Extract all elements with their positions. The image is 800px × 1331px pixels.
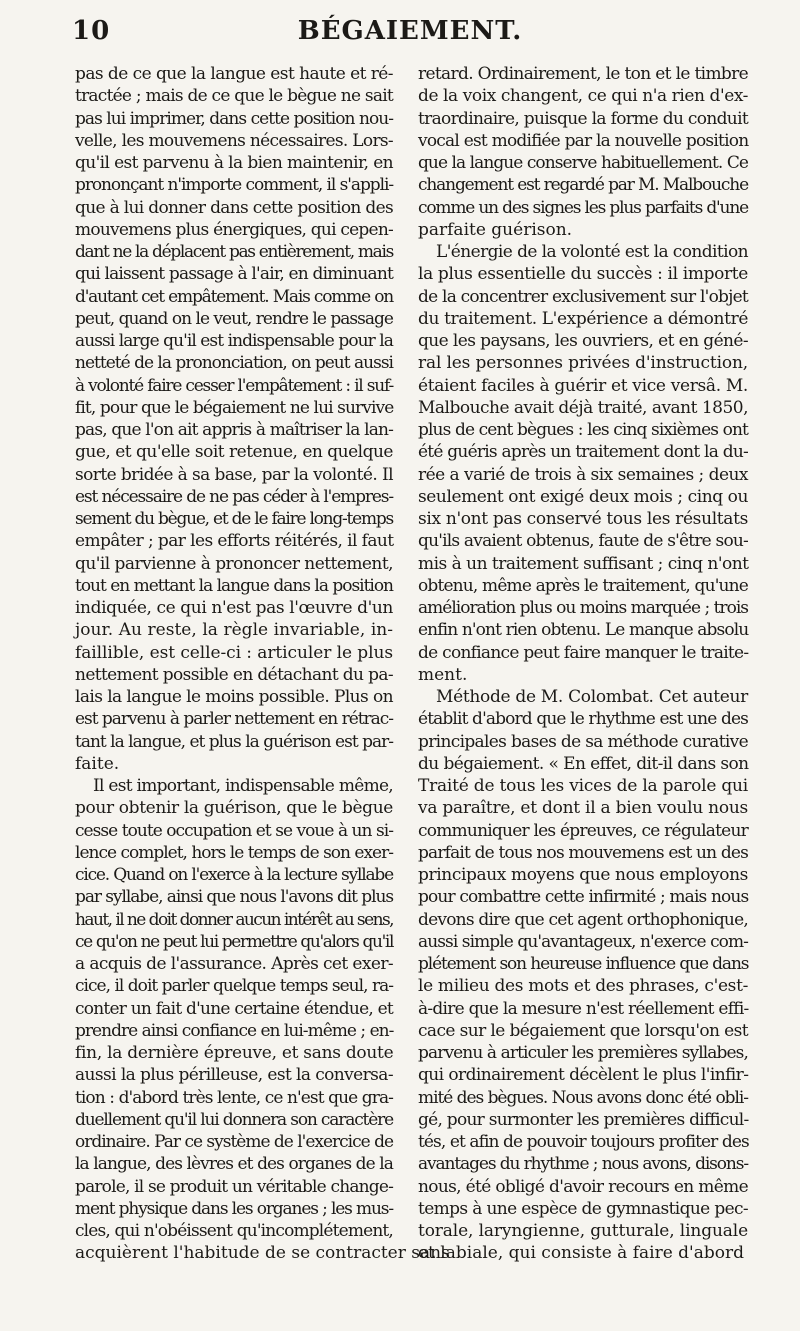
- text-line: dant ne la déplacent pas entièrement, mais: [75, 242, 393, 262]
- text-line: temps à une espèce de gymnastique pec-: [418, 1198, 748, 1219]
- text-line: avantages du rhythme ; nous avons, disons-: [418, 1154, 748, 1175]
- text-line: comme un des signes les plus parfaits d'une: [418, 197, 748, 218]
- text-line: prendre ainsi confiance en lui-même ; en-: [75, 1020, 394, 1041]
- text-line: tion : d'abord très lente, ce n'est que gra-: [75, 1087, 393, 1108]
- text-line: ment physique dans les organes ; les mus-: [75, 1198, 393, 1219]
- text-line: conter un fait d'une certaine étendue, et: [75, 998, 393, 1019]
- text-line: communiquer les épreuves, ce régulateur: [418, 820, 748, 841]
- text-line: sorte bridée à sa base, par la volonté. Il: [75, 464, 393, 485]
- text-line: du traitement. L'expérience a démontré: [418, 308, 748, 329]
- text-line: ral les personnes privées d'instruction,: [418, 353, 748, 374]
- text-line: plétement son heureuse influence que dans: [418, 954, 749, 974]
- text-line: pas de ce que la langue est haute et ré-: [75, 64, 393, 84]
- text-line: L'énergie de la volonté est la condition: [436, 242, 748, 262]
- text-line: fit, pour que le bégaiement ne lui survive: [75, 397, 394, 418]
- text-line: cice, il doit parler quelque temps seul, ra-: [75, 976, 393, 997]
- text-line: parvenu à articuler les premières syllabes,: [418, 1043, 748, 1063]
- page-header: [72, 10, 748, 50]
- text-line: principaux moyens que nous employons: [418, 865, 748, 885]
- text-line: de confiance peut faire manquer le traite-: [418, 642, 749, 663]
- text-line: netteté de la prononciation, on peut aussi: [75, 353, 393, 374]
- text-line: le milieu des mots et des phrases, c'est-: [418, 976, 748, 997]
- text-line: à volonté faire cesser l'empâtement : il suf-: [75, 375, 393, 396]
- text-line: qu'il est parvenu à la bien maintenir, en: [75, 153, 393, 173]
- text-line: aussi la plus périlleuse, est la conversa-: [75, 1065, 393, 1086]
- text-line: aussi simple qu'avantageux, n'exerce com-: [418, 931, 748, 952]
- text-line: fin, la dernière épreuve, et sans doute: [75, 1043, 394, 1063]
- text-line: mouvemens plus énergiques, qui cepen-: [75, 219, 393, 240]
- page-number: 10: [72, 16, 111, 46]
- text-line: gue, et qu'elle soit retenue, en quelque: [75, 442, 393, 463]
- text-line: duellement qu'il lui donnera son caractère: [75, 1109, 393, 1130]
- text-line: qui laissent passage à l'air, en diminuant: [75, 264, 393, 285]
- text-line: cles, qui n'obéissent qu'incomplétement,: [75, 1221, 393, 1241]
- text-line: aussi large qu'il est indispensable pour la: [75, 331, 393, 351]
- text-line: tractée ; mais de ce que le bègue ne sait: [75, 86, 393, 107]
- text-line: retard. Ordinairement, le ton et le timbre: [418, 64, 748, 84]
- text-line: faite.: [75, 753, 120, 774]
- text-line: faillible, est celle-ci : articuler le plus: [75, 642, 393, 663]
- text-line: velle, les mouvemens nécessaires. Lors-: [75, 130, 393, 151]
- text-line: qu'il parvienne à prononcer nettement,: [75, 553, 393, 574]
- text-line: Traité de tous les vices de la parole qui: [418, 776, 748, 796]
- text-line: pas lui imprimer, dans cette position nou-: [75, 108, 393, 129]
- text-line: ce qu'on ne peut lui permettre qu'alors qu'il: [75, 931, 393, 952]
- text-line: jour. Au reste, la règle invariable, in-: [75, 620, 393, 641]
- text-line: amélioration plus ou moins marquée ; trois: [418, 598, 748, 618]
- text-line: va paraître, et dont il a bien voulu nous: [418, 798, 749, 819]
- text-line: sement du bègue, et de le faire long-temps: [75, 509, 393, 529]
- text-line: indiquée, ce qui n'est pas l'œuvre d'un: [75, 598, 393, 618]
- text-line: principales bases de sa méthode curative: [418, 731, 748, 752]
- text-line: lence complet, hors le temps de son exer-: [75, 842, 393, 863]
- text-line: qu'ils avaient obtenus, faute de s'être sou-: [418, 531, 748, 552]
- text-line: la plus essentielle du succès : il importe: [418, 264, 748, 285]
- text-line: que à lui donner dans cette position des: [75, 197, 393, 218]
- text-line: haut, il ne doit donner aucun intérêt au sens,: [75, 909, 393, 930]
- text-line: ordinaire. Par ce système de l'exercice de: [75, 1132, 393, 1152]
- text-line: gé, pour surmonter les premières difficul-: [418, 1109, 749, 1130]
- text-line: traordinaire, puisque la forme du conduit: [418, 108, 748, 129]
- text-line: seulement ont exigé deux mois ; cinq ou: [418, 486, 748, 507]
- text-line: par syllabe, ainsi que nous l'avons dit plus: [75, 887, 393, 908]
- text-line: mis à un traitement suffisant ; cinq n'ont: [418, 553, 749, 574]
- text-line: tés, et afin de pouvoir toujours profiter des: [418, 1132, 749, 1152]
- text-line: parole, il se produit un véritable change-: [75, 1176, 393, 1197]
- text-line: pas, que l'on ait appris à maîtriser la lan-: [75, 420, 393, 440]
- text-line: pour obtenir la guérison, que le bègue: [75, 798, 393, 819]
- text-line: Malbouche avait déjà traité, avant 1850,: [418, 397, 748, 418]
- text-line: est parvenu à parler nettement en rétrac-: [75, 709, 393, 730]
- text-line: lais la langue le moins possible. Plus on: [75, 687, 393, 707]
- text-line: changement est regardé par M. Malbouche: [418, 175, 748, 196]
- text-line: nous, été obligé d'avoir recours en même: [418, 1176, 748, 1197]
- text-line: à-dire que la mesure n'est réellement effi-: [418, 998, 749, 1019]
- text-line: établit d'abord que le rhythme est une des: [418, 709, 748, 730]
- text-line: vocal est modifiée par la nouvelle position: [418, 130, 749, 151]
- text-line: prononçant n'importe comment, il s'appli-: [75, 175, 393, 196]
- text-line: plus de cent bègues : les cinq sixièmes ont: [418, 420, 748, 440]
- text-line: est nécessaire de ne pas céder à l'empres-: [75, 486, 393, 507]
- text-line: peut, quand on le veut, rendre le passage: [75, 308, 393, 329]
- text-line: nettement possible en détachant du pa-: [75, 664, 393, 685]
- text-line: du bégaiement. « En effet, dit-il dans son: [418, 753, 749, 774]
- text-line: acquièrent l'habitude de se contracter sans: [75, 1243, 450, 1264]
- text-line: torale, laryngienne, gutturale, linguale: [418, 1221, 748, 1241]
- text-line: été guéris après un traitement dont la du-: [418, 442, 748, 463]
- text-line: obtenu, même après le traitement, qu'une: [418, 575, 748, 596]
- text-line: devons dire que cet agent orthophonique,: [418, 909, 748, 930]
- text-line: de la concentrer exclusivement sur l'objet: [418, 286, 748, 307]
- text-line: tout en mettant la langue dans la position: [75, 575, 393, 596]
- text-line: la langue, des lèvres et des organes de la: [75, 1154, 393, 1175]
- text-line: qui ordinairement décèlent le plus l'infir-: [418, 1065, 749, 1086]
- text-line: de la voix changent, ce qui n'a rien d'ex-: [418, 86, 748, 107]
- text-line: Méthode de M. Colombat. Cet auteur: [436, 687, 748, 707]
- text-line: mité des bègues. Nous avons donc été obli-: [418, 1087, 748, 1108]
- text-line: ment.: [418, 664, 468, 685]
- text-line: rée a varié de trois à six semaines ; deux: [418, 464, 748, 485]
- text-line: que la langue conserve habituellement. Ce: [418, 153, 748, 173]
- right-text-column: [418, 63, 748, 1265]
- text-line: Il est important, indispensable même,: [93, 776, 393, 796]
- text-line: enfin n'ont rien obtenu. Le manque absolu: [418, 620, 749, 641]
- text-line: six n'ont pas conservé tous les résultats: [418, 509, 748, 529]
- text-line: cace sur le bégaiement que lorsqu'on est: [418, 1020, 748, 1041]
- text-line: parfaite guérison.: [418, 219, 573, 240]
- text-line: cice. Quand on l'exerce à la lecture syllabe: [75, 865, 393, 885]
- text-line: étaient faciles à guérir et vice versâ. M.: [418, 375, 748, 396]
- text-line: pour combattre cette infirmité ; mais nous: [418, 887, 749, 908]
- text-line: tant la langue, et plus la guérison est par-: [75, 731, 393, 752]
- text-line: cesse toute occupation et se voue à un si-: [75, 820, 393, 841]
- text-line: d'autant cet empâtement. Mais comme on: [75, 286, 393, 307]
- running-title: BÉGAIEMENT.: [297, 16, 523, 46]
- text-line: empâter ; par les efforts réitérés, il faut: [75, 531, 394, 552]
- text-line: a acquis de l'assurance. Après cet exer-: [75, 954, 393, 974]
- left-text-column: [75, 63, 450, 1265]
- text-line: que les paysans, les ouvriers, et en géné-: [418, 331, 748, 351]
- text-line: et labiale, qui consiste à faire d'abord: [418, 1243, 744, 1264]
- text-line: parfait de tous nos mouvemens est un des: [418, 842, 748, 863]
